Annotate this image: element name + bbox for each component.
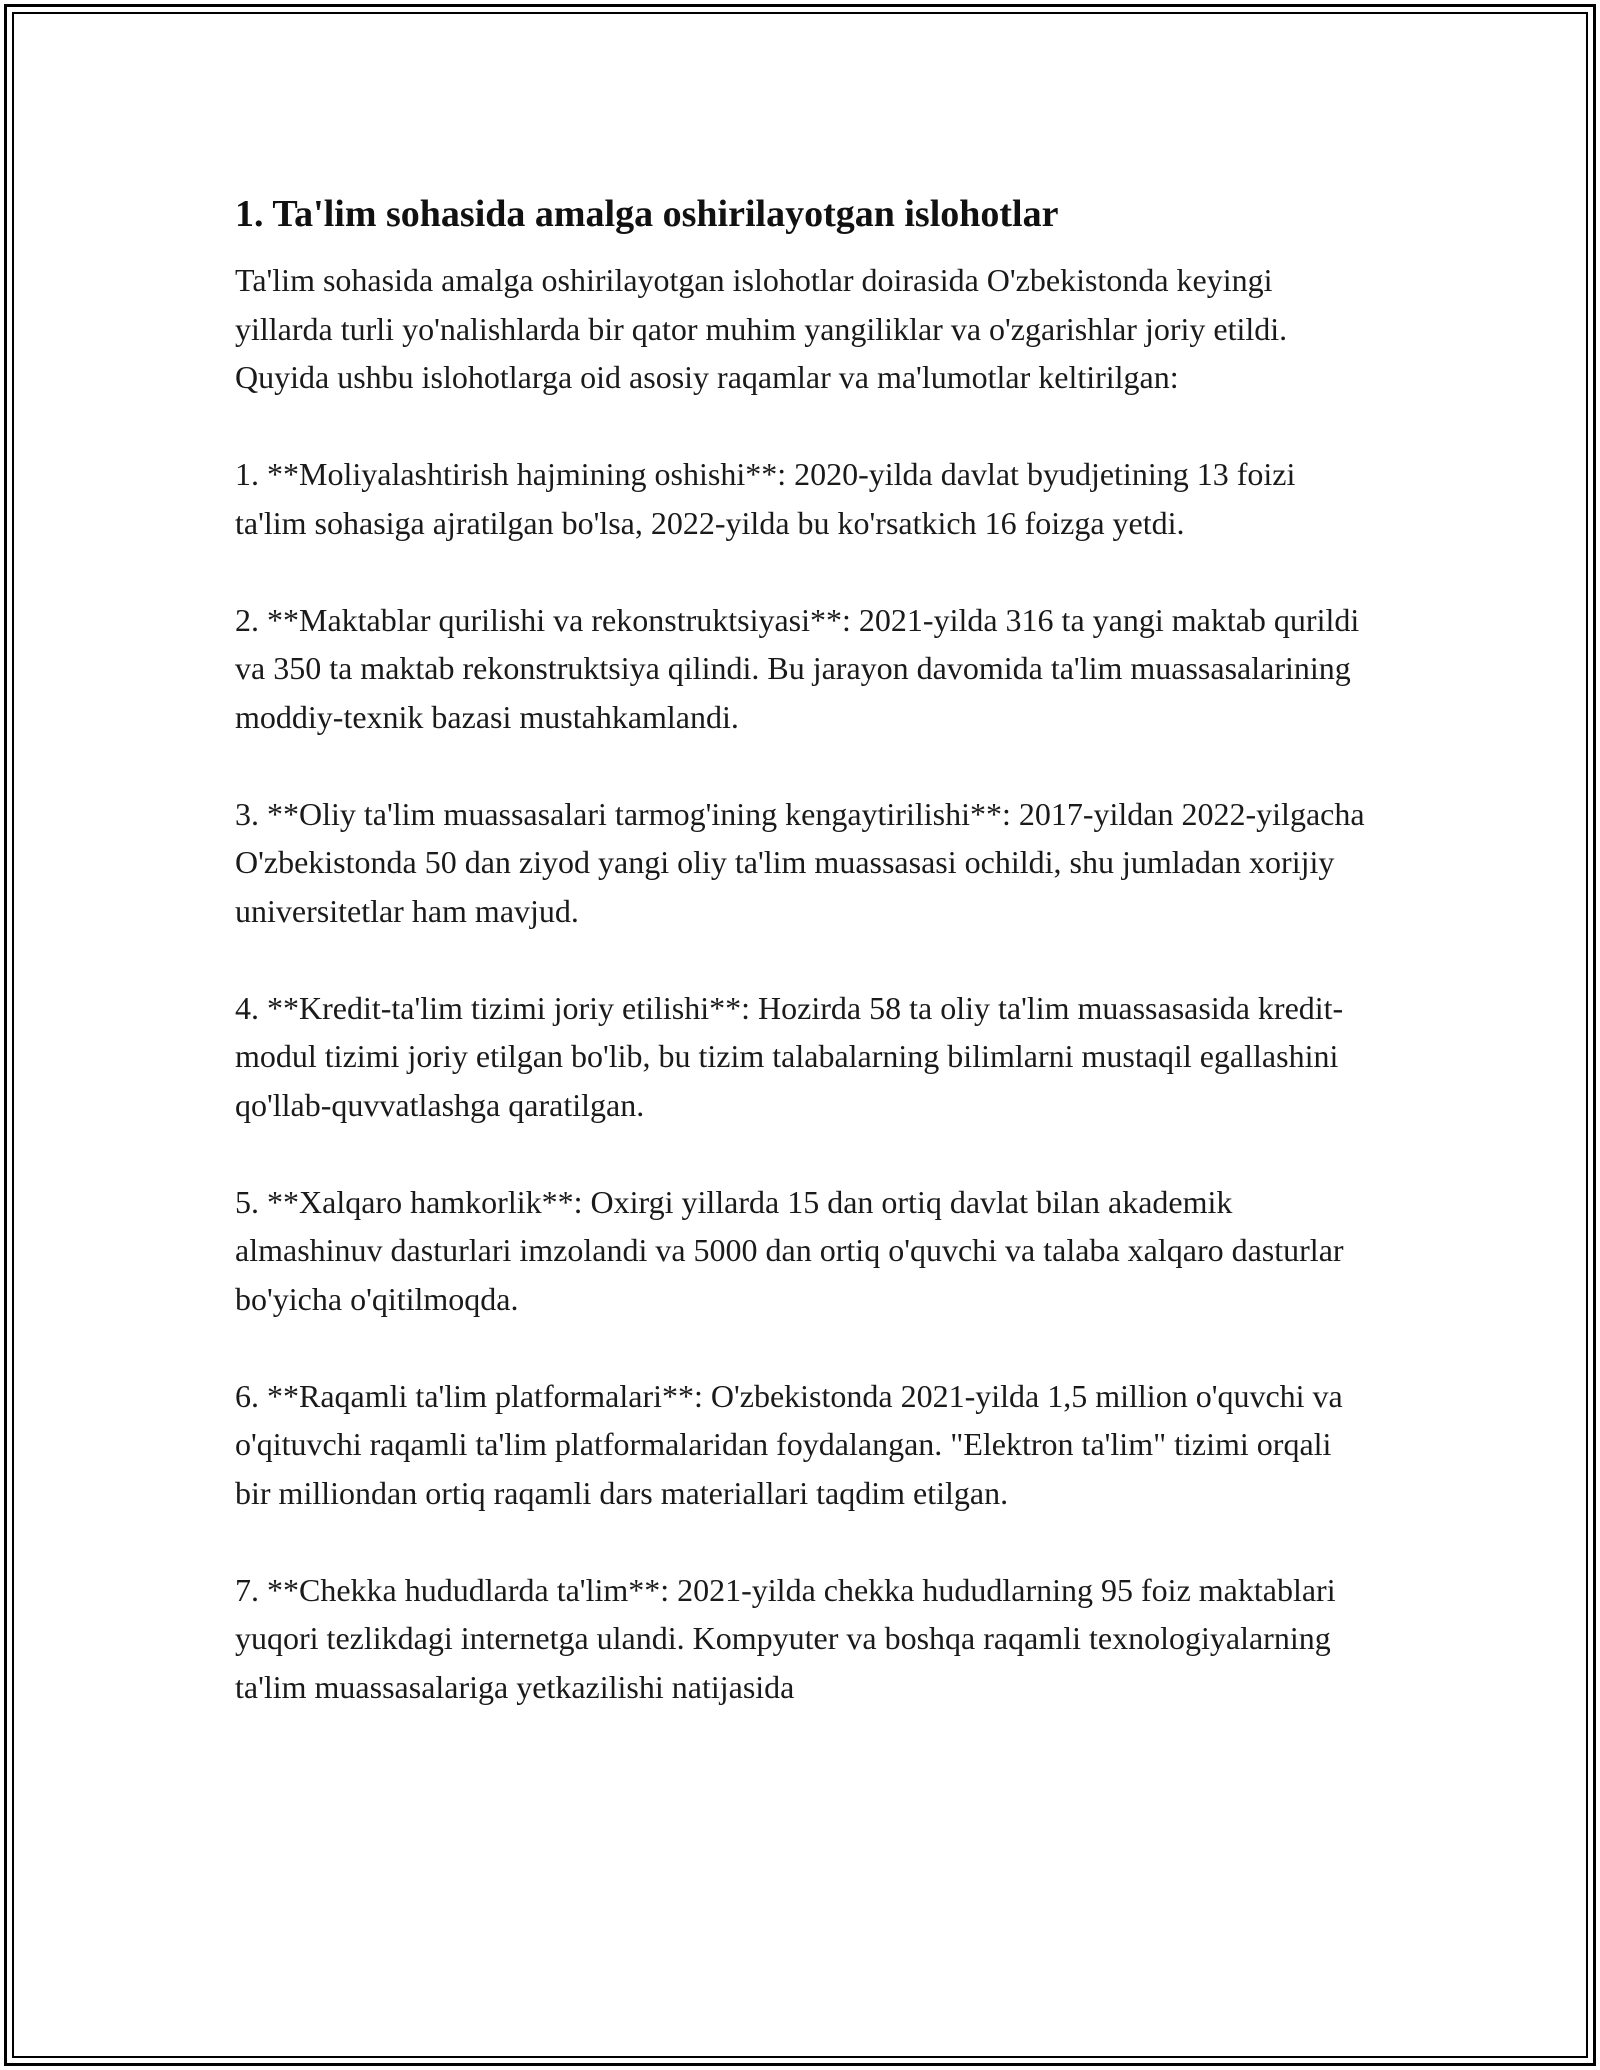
list-item-funding: 1. **Moliyalashtirish hajmining oshishi**: 2020-yilda davlat byudjetining 13 foizi ta'lim sohasiga ajratilgan bo'lsa, 2022-yilda bu ko'rsatkich 16 foizga yetdi. xyxy=(235,456,1296,541)
list-item-international: 5. **Xalqaro hamkorlik**: Oxirgi yillarda 15 dan ortiq davlat bilan akademik almashinuv dasturlari imzolandi va 5000 dan ortiq o'quvchi va talaba xalqaro dasturlar bo'yicha o'qitilmoqda. xyxy=(235,1183,1344,1317)
list-item-schools: 2. **Maktablar qurilishi va rekonstruktsiyasi**: 2021-yilda 316 ta yangi maktab qurildi va 350 ta maktab rekonstruktsiya qilindi. Bu jarayon davomida ta'lim muassasalarining moddiy-texnik bazasi mustahkamlandi. xyxy=(235,601,1360,735)
document-body xyxy=(235,188,1370,1760)
list-item-credit-system: 4. **Kredit-ta'lim tizimi joriy etilishi**: Hozirda 58 ta oliy ta'lim muassasasida kredit-modul tizimi joriy etilgan bo'lib, bu tizim talabalarning bilimlarni mustaqil egallashini qo'llab-quvvatlashga qaratilgan. xyxy=(235,989,1344,1123)
list-item-higher-education: 3. **Oliy ta'lim muassasalari tarmog'ining kengaytirilishi**: 2017-yildan 2022-yilgacha O'zbekistonda 50 dan ziyod yangi oliy ta'lim muassasasi ochildi, shu jumladan xorijiy universitetlar ham mavjud. xyxy=(235,795,1365,929)
section-heading: 1. Ta'lim sohasida amalga oshirilayotgan islohotlar xyxy=(235,193,1059,235)
list-item-remote-regions: 7. **Chekka hududlarda ta'lim**: 2021-yilda chekka hududlarning 95 foiz maktablari yuqori tezlikdagi internetga ulandi. Kompyuter va boshqa raqamli texnologiyalarning ta'lim muassasalariga yetkazilishi natijasida xyxy=(235,1571,1336,1705)
intro-paragraph: Ta'lim sohasida amalga oshirilayotgan islohotlar doirasida O'zbekistonda keyingi yillarda turli yo'nalishlarda bir qator muhim yangiliklar va o'zgarishlar joriy etildi. Quyida ushbu islohotlarga oid asosiy raqamlar va ma'lumotlar keltirilgan: xyxy=(235,262,1288,395)
list-item-digital-platforms: 6. **Raqamli ta'lim platformalari**: O'zbekistonda 2021-yilda 1,5 million o'quvchi va o'qituvchi raqamli ta'lim platformalaridan foydalangan. "Elektron ta'lim" tizimi orqali bir milliondan ortiq raqamli dars materiallari taqdim etilgan. xyxy=(235,1377,1343,1511)
